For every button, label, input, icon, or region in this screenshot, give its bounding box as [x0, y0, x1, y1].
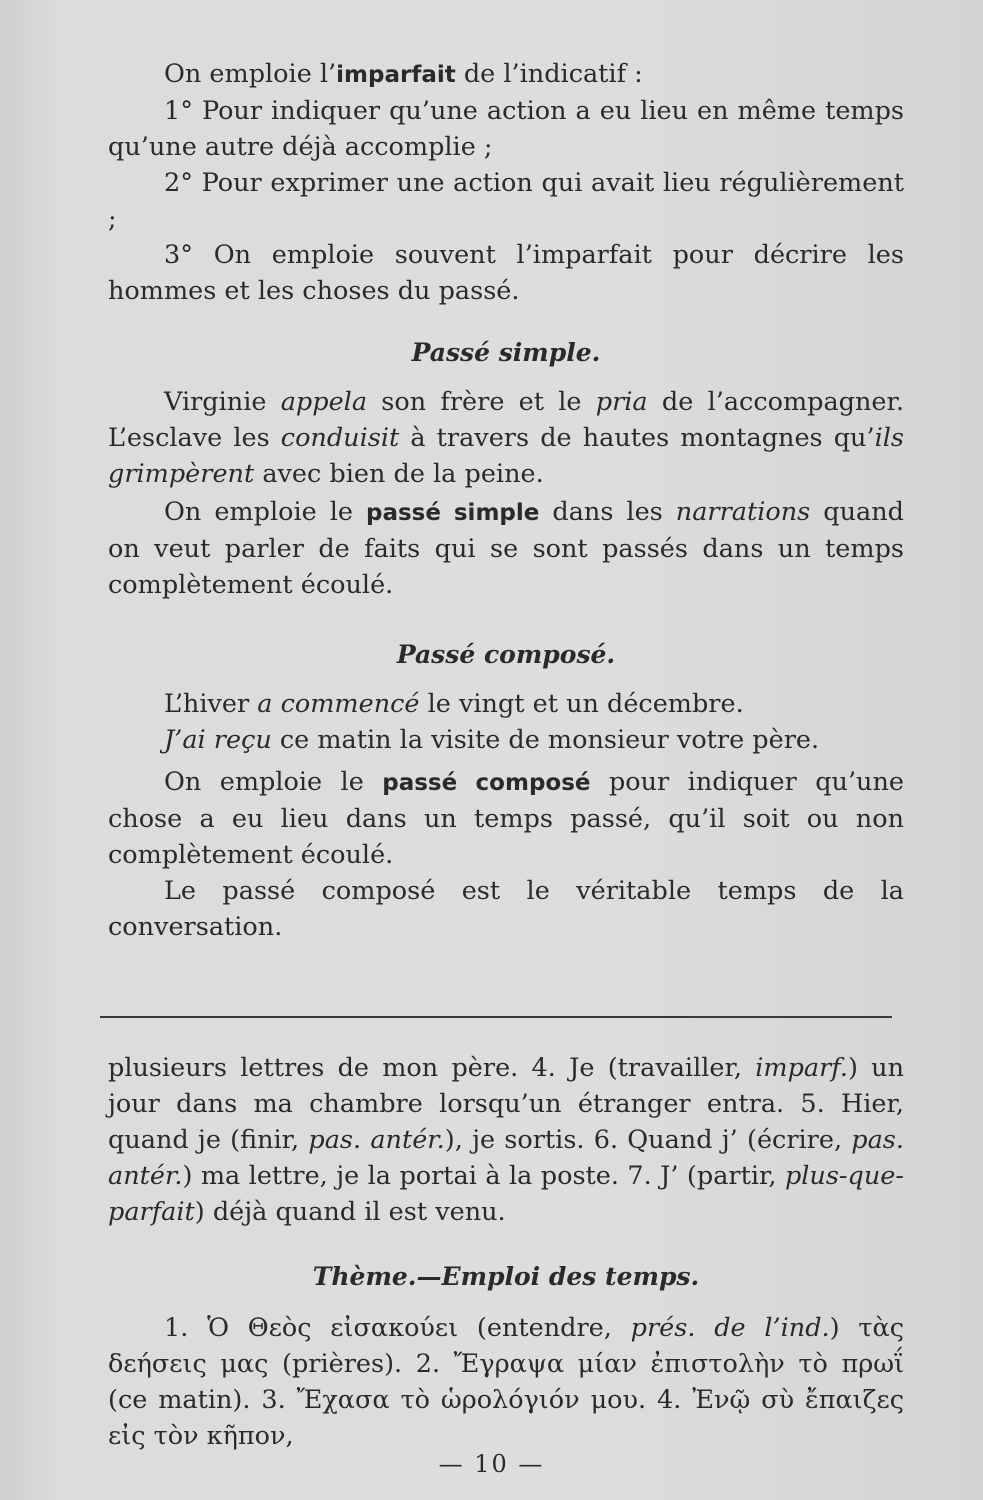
ex-text: à travers de hautes montagnes qu’: [399, 423, 875, 453]
passe-compose-rule: [108, 764, 904, 873]
ex-text: le vingt et un décembre.: [419, 689, 744, 719]
exercise-part: ) un jour dans ma chambre lorsqu’un étranger entra. 5. Hier, quand je (finir,: [108, 1053, 904, 1155]
exercise-part: plusieurs lettres de mon père. 4. Je (travailler,: [108, 1053, 756, 1083]
exercise-part: ), je sortis. 6. Quand j’ (écrire,: [444, 1125, 852, 1155]
ex-verb: appela: [280, 387, 368, 417]
exercise-part: ) déjà quand il est venu.: [194, 1197, 506, 1227]
theme-heading: Thème.—Emploi des temps.: [312, 1262, 700, 1291]
exercise-part: ) ma lettre, je la portai à la poste. 7. J’ (partir,: [182, 1161, 785, 1191]
rule-bold-term: passé composé: [382, 770, 591, 796]
section-divider: [100, 1016, 892, 1018]
ex-verb: a commencé: [257, 689, 420, 719]
rule-italic-term: narrations: [675, 497, 811, 527]
ex-text: ce matin la visite de monsieur votre père.: [271, 725, 820, 755]
ex-verb: J’ai reçu: [164, 725, 272, 755]
ex-verb: pria: [595, 387, 648, 417]
exercise-text: [108, 1050, 904, 1230]
ex-verb: ils grimpèrent: [108, 423, 904, 489]
ex-verb: conduisit: [280, 423, 400, 453]
theme-text: [108, 1310, 904, 1454]
ex-text: son frère et le: [367, 387, 596, 417]
passe-compose-note: Le passé composé est le véritable temps de la conversation.: [108, 876, 904, 942]
rule-text: quand on veut parler de faits qui se sont passés dans un temps complètement écoulé.: [108, 497, 904, 600]
passe-compose-example-2: [108, 722, 904, 758]
passe-simple-heading: Passé simple.: [411, 338, 601, 367]
ex-text: de l’accompagner. L’esclave les: [108, 387, 904, 453]
theme-part: 1. Ὁ Θεὸς εἰσακούει (entendre,: [164, 1313, 631, 1343]
rule-text: pour indiquer qu’une chose a eu lieu dans un temps passé, qu’il soit ou non complètement écoulé.: [108, 767, 904, 870]
exercise-section: [108, 1050, 904, 1230]
imparfait-intro: [108, 56, 904, 93]
exercise-tense: pas. antér.: [108, 1125, 904, 1191]
passe-simple-rule: [108, 494, 904, 603]
passe-simple-example: [108, 384, 904, 492]
theme-section: [108, 1310, 904, 1454]
ex-text: L’hiver: [164, 689, 258, 719]
rule-text: On emploie le: [164, 767, 383, 797]
passe-compose-example-1: [108, 686, 904, 722]
imparfait-rule-1: 1° Pour indiquer qu’une action a eu lieu en même temps qu’une autre déjà accomplie ;: [108, 96, 904, 162]
ex-text: avec bien de la peine.: [254, 459, 544, 489]
rule-text: On emploie le: [164, 497, 366, 527]
exercise-tense: imparf.: [755, 1053, 848, 1083]
imparfait-rule-3: 3° On emploie souvent l’imparfait pour décrire les hommes et les choses du passé.: [108, 240, 904, 306]
theme-part: ) τὰς δεήσεις μας (prières). 2. Ἔγραψα μίαν ἐπιστολὴν τὸ πρωΐ (ce matin). 3. Ἔχασα τὸ ὡρολόγιόν μου. 4. Ἐνῷ σὺ ἔπαιζες εἰς τὸν κῆπον,: [108, 1313, 904, 1451]
ex-text: Virginie: [164, 387, 281, 417]
passe-simple-section: [108, 384, 904, 603]
page-number: — 10 —: [438, 1450, 545, 1478]
imparfait-section: [108, 56, 904, 309]
rule-bold-term: passé simple: [365, 500, 540, 526]
rule-text: dans les: [539, 497, 676, 527]
exercise-tense: pas. antér.: [308, 1125, 445, 1155]
passe-compose-section: [108, 686, 904, 945]
exercise-tense: plus-que-parfait: [108, 1161, 904, 1227]
intro-text-end: de l’indicatif :: [455, 59, 643, 89]
intro-bold-term: imparfait: [336, 62, 456, 88]
imparfait-rule-2: 2° Pour exprimer une action qui avait lieu régulièrement ;: [108, 168, 904, 234]
theme-tense: prés. de l’ind.: [630, 1313, 830, 1343]
intro-text: On emploie l’: [164, 59, 337, 89]
passe-compose-heading: Passé composé.: [396, 640, 616, 669]
